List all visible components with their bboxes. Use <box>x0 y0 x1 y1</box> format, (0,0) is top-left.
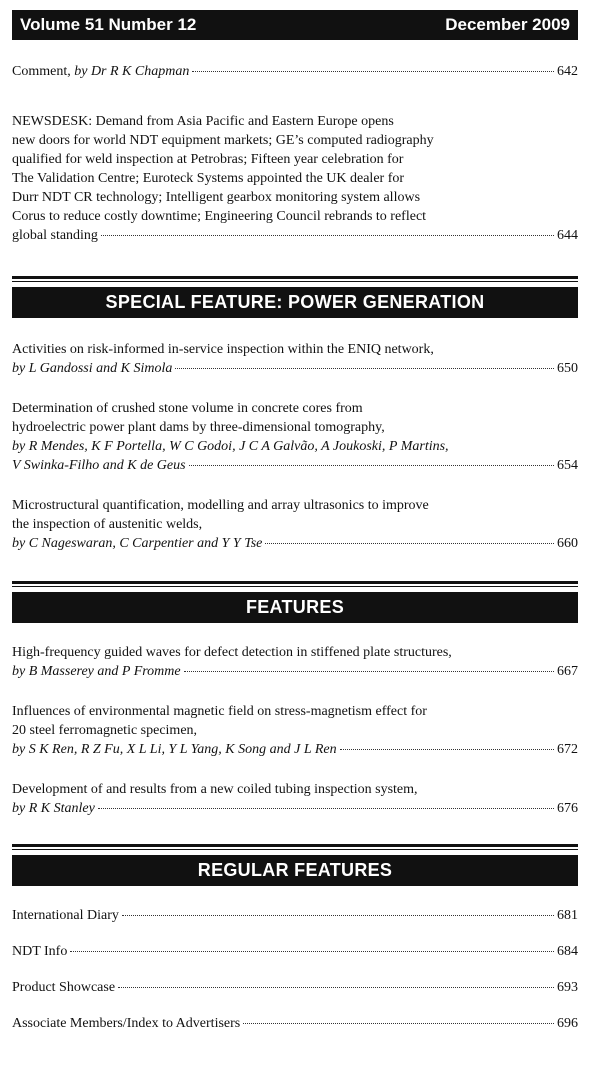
toc-entry-comment[interactable] <box>12 62 578 81</box>
entry-line: Durr NDT CR technology; Intelligent gearbox monitoring system allows <box>12 190 421 205</box>
page-number: 660 <box>557 536 578 551</box>
entry-title: International Diary <box>12 908 119 923</box>
dot-leader <box>340 748 554 750</box>
toc-entry[interactable] <box>12 399 578 475</box>
entry-line: Microstructural quantification, modelling and array ultrasonics to improve <box>12 498 429 513</box>
entry-author: by Dr R K Chapman <box>74 64 190 79</box>
section-rule <box>12 844 578 847</box>
entry-author: by C Nageswaran, C Carpentier and Y Y Tse <box>12 536 263 551</box>
entry-title: Comment, <box>12 64 75 79</box>
entry-title: Product Showcase <box>12 980 116 995</box>
page-number: 696 <box>557 1016 578 1031</box>
dot-leader <box>98 807 554 809</box>
volume-number: Volume 51 Number 12 <box>20 15 197 34</box>
section-rule <box>12 581 578 584</box>
entry-author: by R K Stanley <box>12 801 95 816</box>
entry-author: V Swinka-Filho and K de Geus <box>12 458 186 473</box>
toc-entry[interactable] <box>12 496 578 553</box>
page-number: 644 <box>557 228 578 243</box>
entry-title: Associate Members/Index to Advertisers <box>12 1016 241 1031</box>
page-number: 672 <box>557 742 578 757</box>
section-heading-features: FEATURES <box>12 592 578 623</box>
page-number: 654 <box>557 458 578 473</box>
entry-line: Influences of environmental magnetic field on stress-magnetism effect for <box>12 704 427 719</box>
page-number: 681 <box>557 908 578 923</box>
dot-leader <box>118 986 554 988</box>
dot-leader <box>189 464 554 466</box>
dot-leader <box>122 914 554 916</box>
dot-leader <box>184 670 554 672</box>
toc-entry[interactable] <box>12 978 578 997</box>
entry-line: The Validation Centre; Euroteck Systems appointed the UK dealer for <box>12 171 405 186</box>
entry-line: Activities on risk-informed in-service inspection within the ENIQ network, <box>12 342 434 357</box>
toc-entry[interactable] <box>12 702 578 759</box>
entry-line: Determination of crushed stone volume in concrete cores from <box>12 401 363 416</box>
dot-leader <box>192 70 554 72</box>
section-heading-special-feature: SPECIAL FEATURE: POWER GENERATION <box>12 287 578 318</box>
toc-entry[interactable] <box>12 340 578 378</box>
dot-leader <box>175 367 554 369</box>
entry-line: 20 steel ferromagnetic specimen, <box>12 723 198 738</box>
entry-author: by L Gandossi and K Simola <box>12 361 173 376</box>
contents-page <box>12 10 578 1033</box>
toc-entry[interactable] <box>12 942 578 961</box>
dot-leader <box>265 542 554 544</box>
issue-header-bar <box>12 10 578 40</box>
entry-line: Corus to reduce costly downtime; Engineering Council rebrands to reflect <box>12 209 427 224</box>
section-rule <box>12 586 578 587</box>
entry-title: NDT Info <box>12 944 68 959</box>
section-rule <box>12 281 578 282</box>
entry-line: NEWSDESK: Demand from Asia Pacific and Eastern Europe opens <box>12 114 394 129</box>
entry-line: the inspection of austenitic welds, <box>12 517 203 532</box>
page-number: 667 <box>557 664 578 679</box>
section-heading-regular-features: REGULAR FEATURES <box>12 855 578 886</box>
toc-entry[interactable] <box>12 1014 578 1033</box>
toc-entry[interactable] <box>12 906 578 925</box>
toc-entry-newsdesk[interactable] <box>12 112 578 245</box>
section-rule <box>12 849 578 850</box>
dot-leader <box>243 1022 554 1024</box>
dot-leader <box>70 950 554 952</box>
dot-leader <box>101 234 554 236</box>
entry-line: hydroelectric power plant dams by three-dimensional tomography, <box>12 420 385 435</box>
entry-title: global standing <box>12 228 98 243</box>
entry-line: High-frequency guided waves for defect detection in stiffened plate structures, <box>12 645 452 660</box>
page-number: 642 <box>557 64 578 79</box>
page-number: 693 <box>557 980 578 995</box>
entry-line: qualified for weld inspection at Petrobras; Fifteen year celebration for <box>12 152 404 167</box>
entry-author: by B Masserey and P Fromme <box>12 664 181 679</box>
entry-author: by S K Ren, R Z Fu, X L Li, Y L Yang, K Song and J L Ren <box>12 742 337 757</box>
toc-entry[interactable] <box>12 643 578 681</box>
toc-entry[interactable] <box>12 780 578 818</box>
page-number: 684 <box>557 944 578 959</box>
page-number: 650 <box>557 361 578 376</box>
page-number: 676 <box>557 801 578 816</box>
entry-line: new doors for world NDT equipment markets; GE’s computed radiography <box>12 133 434 148</box>
issue-date: December 2009 <box>445 15 570 34</box>
section-rule <box>12 276 578 279</box>
entry-line: Development of and results from a new coiled tubing inspection system, <box>12 782 418 797</box>
entry-author-line: by R Mendes, K F Portella, W C Godoi, J C A Galvão, A Joukoski, P Martins, <box>12 439 449 454</box>
